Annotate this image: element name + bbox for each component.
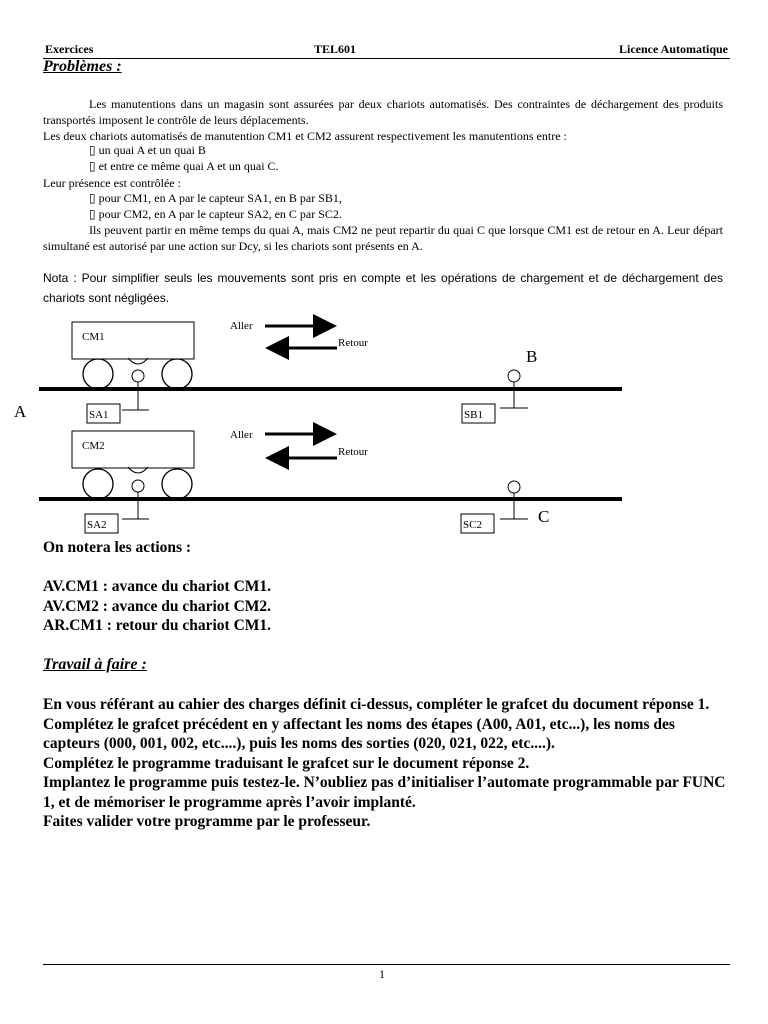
task-item: Faites valider votre programme par le professeur.: [43, 813, 371, 830]
sensor-sb1-label: SB1: [464, 409, 483, 421]
chariot-cm2-wheel-right: [162, 469, 192, 499]
presence-text: Leur présence est contrôlée :: [43, 176, 181, 190]
bullet-quai-b: ▯ un quai A et un quai B: [89, 143, 206, 157]
intro-text-2: Les deux chariots automatisés de manutention CM1 et CM2 assurent respectivement les manutentions entre :: [43, 129, 567, 143]
action-item: AV.CM2 : avance du chariot CM2.: [43, 597, 272, 615]
actions-list: [43, 577, 733, 636]
sensor-sc2-label: SC2: [463, 519, 482, 531]
sensor-sb1-head: [508, 370, 520, 382]
chariot-cm2-label: CM2: [82, 440, 105, 452]
sensor-sa2-head: [132, 480, 144, 492]
bullet-glyph-icon: ▯: [89, 191, 96, 205]
chariot-cm2-wheel-left: [83, 469, 113, 499]
intro-text: Les manutentions dans un magasin sont assurées par deux chariots automatisés. Des contraintes de déchargement des produits transportés imposent le contrôle de leurs déplacements.: [43, 97, 723, 127]
chariot-diagram: [0, 310, 768, 542]
aller-label-2: Aller: [230, 429, 253, 441]
retour-label-1: Retour: [338, 337, 368, 349]
track-cm1: [39, 320, 622, 423]
bullet-glyph-icon: ▯: [89, 143, 96, 157]
actions-intro: On notera les actions :: [43, 539, 192, 556]
task-item: En vous référant au cahier des charges définit ci-dessus, compléter le grafcet du document réponse 1.: [43, 696, 710, 713]
action-item: AR.CM1 : retour du chariot CM1.: [43, 617, 272, 634]
movement-paragraph: Ils peuvent partir en même temps du quai A, mais CM2 ne peut repartir du quai C que lorsque CM1 est de retour en A. Leur départ simultané est autorisé par une action sur Dcy, si les chariots sont présents en A.: [43, 223, 723, 253]
page-number: 1: [379, 967, 385, 981]
quai-c-label: C: [538, 507, 550, 526]
bullet-glyph-icon: ▯: [89, 159, 96, 173]
sensor-sa2-label: SA2: [87, 519, 107, 531]
retour-label-2: Retour: [338, 446, 368, 458]
problems-title: Problèmes :: [43, 58, 122, 75]
bullet-glyph-icon: ▯: [89, 207, 96, 221]
header-course-code: TEL601: [314, 42, 357, 56]
chariot-cm1-wheel-right: [162, 359, 192, 389]
chariot-cm1-wheel-left: [83, 359, 113, 389]
page-header: [43, 42, 730, 59]
sensor-sc2-head: [508, 481, 520, 493]
aller-label-1: Aller: [230, 320, 253, 332]
intro-paragraph: [43, 96, 723, 144]
bullet-quai-c: ▯ et entre ce même quai A et un quai C.: [89, 159, 279, 173]
quai-a-label: A: [14, 402, 27, 421]
bullet-cm1-sensors: ▯ pour CM1, en A par le capteur SA1, en B par SB1,: [89, 191, 342, 205]
tasks-list: [43, 695, 733, 832]
chariot-cm1-label: CM1: [82, 331, 105, 343]
task-item: Complétez le grafcet précédent en y affectant les noms des étapes (A00, A01, etc...), les noms des capteurs (000, 001, 002, etc....), puis les noms des sorties (020, 021, 022, etc....).: [43, 715, 675, 752]
bullet-cm2-sensors: ▯ pour CM2, en A par le capteur SA2, en C par SC2.: [89, 207, 342, 221]
footer-rule: [43, 964, 730, 965]
task-item: Implantez le programme puis testez-le. N’oubliez pas d’initialiser l’automate programmable par FUNC 1, et de mémoriser le programme après l’avoir implanté.: [43, 774, 726, 811]
work-title: Travail à faire :: [43, 656, 147, 673]
sensor-sa1-head: [132, 370, 144, 382]
action-item: AV.CM1 : avance du chariot CM1.: [43, 578, 272, 595]
sensor-sa1-label: SA1: [89, 409, 109, 421]
header-course-type: Exercices: [45, 42, 94, 56]
header-program: Licence Automatique: [619, 42, 728, 56]
quai-b-label: B: [526, 347, 538, 366]
note-paragraph: Nota : Pour simplifier seuls les mouvements sont pris en compte et les opérations de chargement et de déchargement des chariots sont négligées.: [43, 271, 723, 305]
track-cm2: [39, 429, 622, 533]
task-item: Complétez le programme traduisant le grafcet sur le document réponse 2.: [43, 754, 530, 772]
